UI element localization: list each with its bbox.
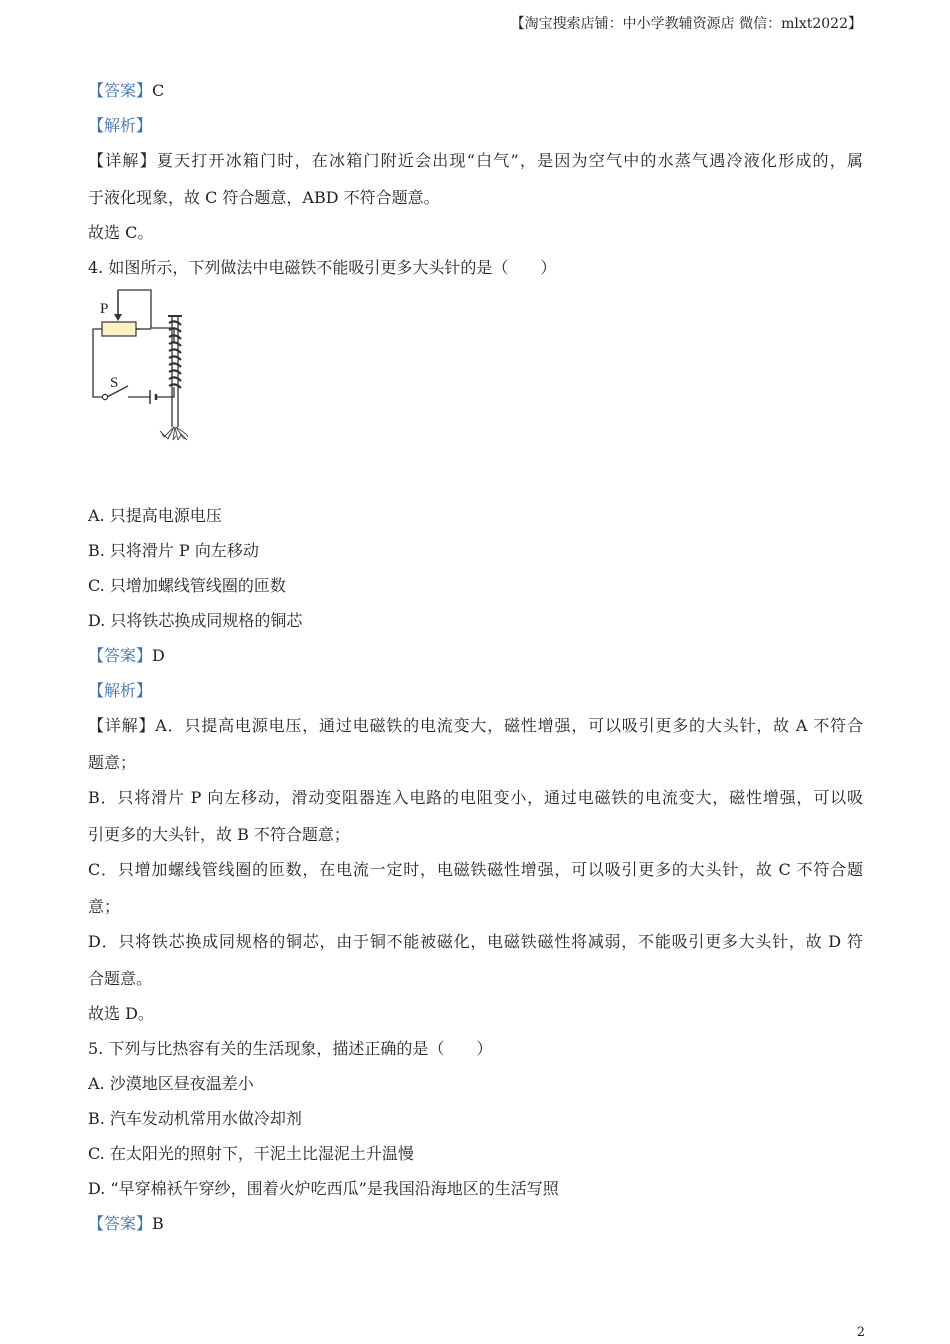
answer-tag: 【答案】 [88, 81, 153, 100]
q5-option-c: C. 在太阳光的照射下，干泥土比湿泥土升温慢 [88, 1144, 414, 1163]
q3-detail-2: 于液化现象，故 C 符合题意，ABD 不符合题意。 [88, 188, 440, 207]
q5-option-d: D. “早穿棉袄午穿纱，围着火炉吃西瓜”是我国沿海地区的生活写照 [88, 1179, 559, 1198]
q4-analysis-line: 【解析】 [88, 681, 153, 700]
q5-answer-line: 【答案】B [88, 1214, 164, 1233]
rheostat [102, 322, 136, 336]
q4-option-c: C. 只增加螺线管线圈的匝数 [88, 576, 286, 595]
q3-detail-1: 夏天打开冰箱门时，在冰箱门附近会出现“白气”，是因为空气中的水蒸气遇冷液化形成的，属 [156, 151, 863, 170]
page-number: 2 [856, 1325, 865, 1340]
analysis-tag: 【解析】 [88, 116, 153, 135]
q4-conclusion: 故选 D。 [88, 1004, 154, 1023]
q4-option-b: B. 只将滑片 P 向左移动 [88, 541, 259, 560]
q4-detail-a-2: 题意； [88, 753, 137, 772]
q4-detail-d-1: D．只将铁芯换成同规格的铜芯，由于铜不能被磁化，电磁铁磁性将减弱，不能吸引更多大头针，故 D 符 [88, 932, 863, 951]
q5-option-b: B. 汽车发动机常用水做冷却剂 [88, 1109, 302, 1128]
page-header: 【淘宝搜索店铺：中小学教辅资源店 微信：mlxt2022】 [510, 16, 862, 32]
q4-answer: D [152, 646, 165, 665]
q5-answer: B [152, 1214, 164, 1233]
pins [160, 427, 188, 440]
q4-detail-b-2: 引更多的大头针，故 B 不符合题意； [88, 825, 350, 844]
q4-circuit-figure [88, 287, 863, 502]
q3-answer-line [88, 77, 863, 112]
q4-detail-a-1: 【详解】A．只提高电源电压，通过电磁铁的电流变大，磁性增强，可以吸引更多的大头针，故 A 不符合 [88, 716, 863, 735]
q3-answer: C [152, 81, 165, 100]
q3-analysis-line [88, 112, 863, 147]
slider-label: P [100, 301, 109, 317]
switch-label: S [110, 375, 119, 391]
page-content [88, 77, 863, 1245]
q4-option-a: A. 只提高电源电压 [88, 506, 222, 525]
q4-answer-line: 【答案】D [88, 646, 165, 665]
q4-detail-c-2: 意； [88, 897, 121, 916]
q3-detail-line-1 [88, 147, 863, 184]
q4-detail-d-2: 合题意。 [88, 969, 153, 988]
q3-conclusion: 故选 C。 [88, 223, 154, 242]
q5-option-a: A. 沙漠地区昼夜温差小 [88, 1074, 254, 1093]
solenoid-coil [169, 321, 181, 388]
q4-stem: 4. 如图所示，下列做法中电磁铁不能吸引更多大头针的是（ ） [88, 258, 557, 277]
electromagnet-circuit-diagram [88, 287, 208, 447]
q5-stem: 5. 下列与比热容有关的生活现象，描述正确的是（ ） [88, 1039, 493, 1058]
q4-detail-b-1: B．只将滑片 P 向左移动，滑动变阻器连入电路的电阻变小，通过电磁铁的电流变大，磁性增强，可以吸 [88, 788, 863, 807]
q4-detail-c-1: C．只增加螺线管线圈的匝数，在电流一定时，电磁铁磁性增强，可以吸引更多的大头针，故 C 不符合题 [88, 860, 863, 879]
detail-tag: 【详解】 [88, 151, 157, 170]
q3-detail-line-2 [88, 184, 863, 219]
q4-option-d: D. 只将铁芯换成同规格的铜芯 [88, 611, 303, 630]
